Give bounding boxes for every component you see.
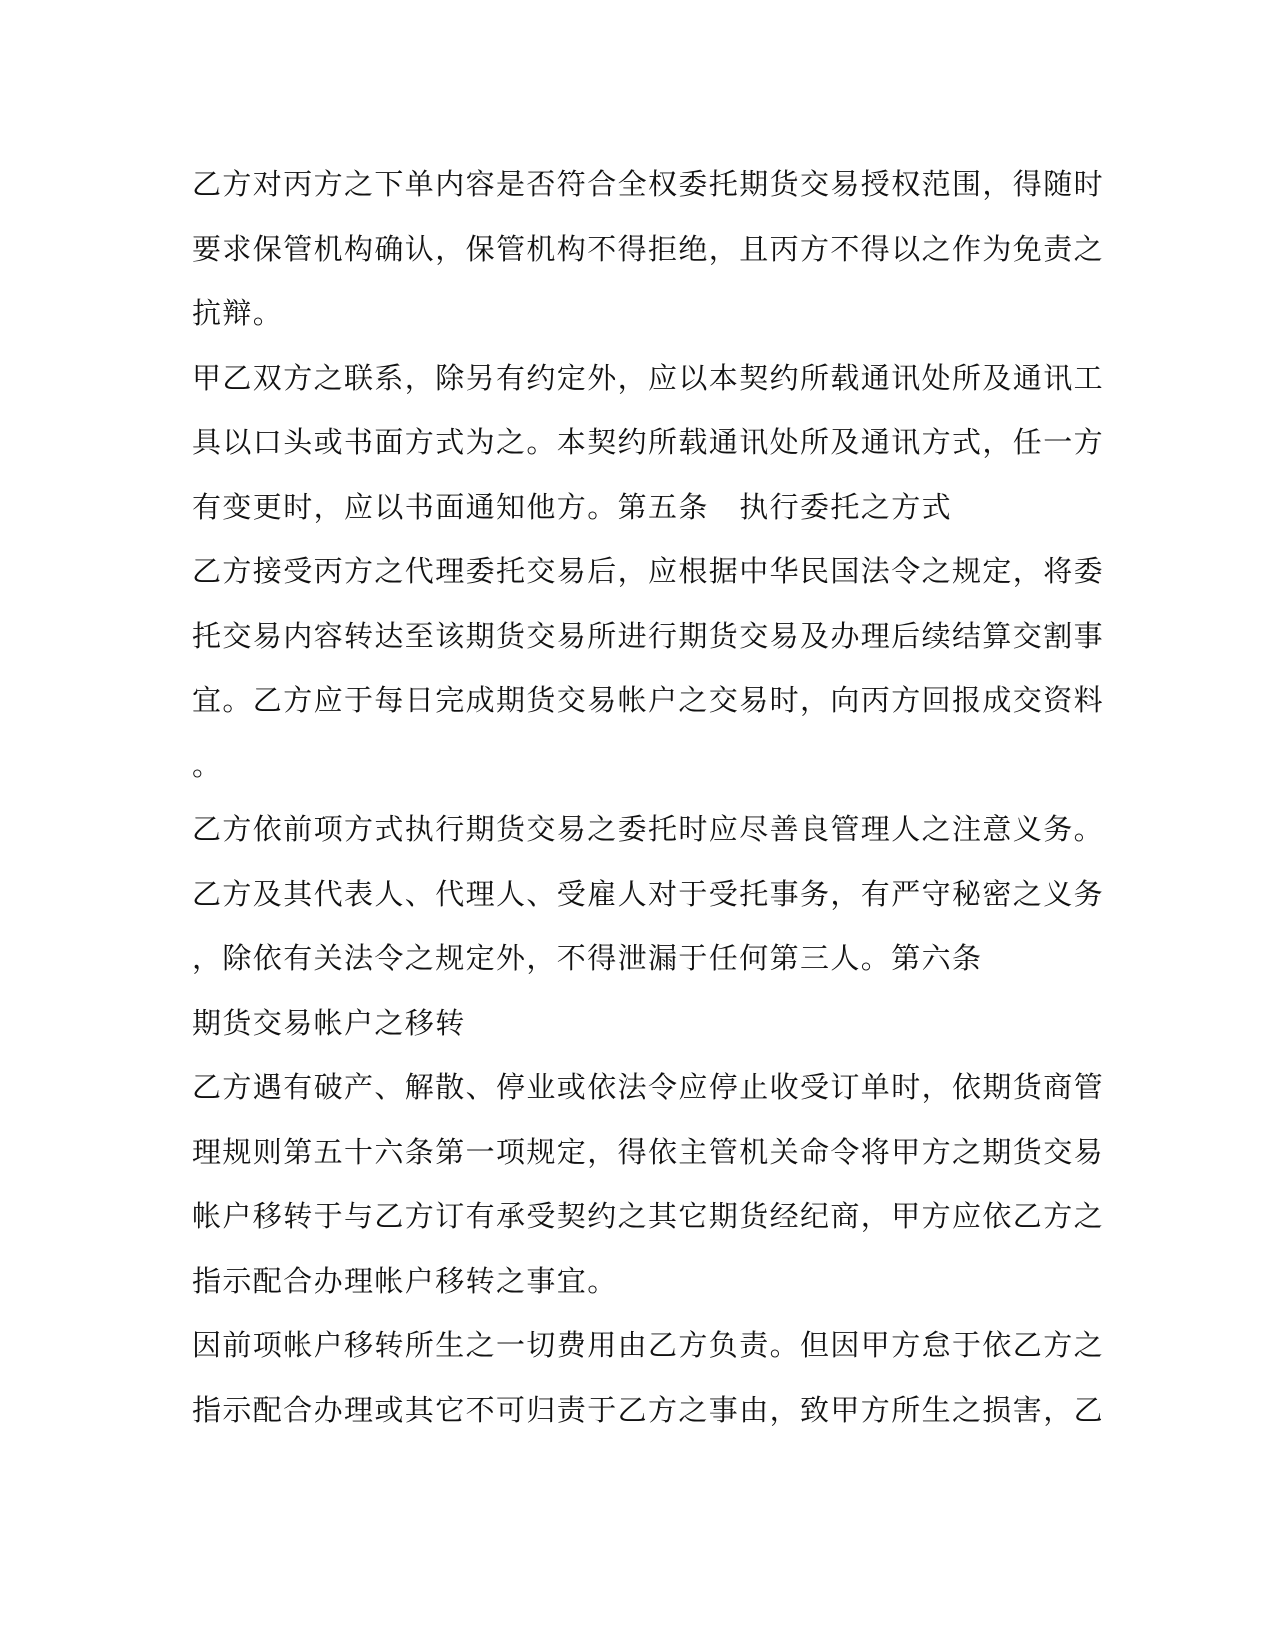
text-line: 指示配合办理帐户移转之事宜。 bbox=[192, 1263, 618, 1298]
text-line: 要求保管机构确认，保管机构不得拒绝，且丙方不得以之作为免责之 bbox=[192, 231, 1105, 266]
text-line: 因前项帐户移转所生之一切费用由乙方负责。但因甲方怠于依乙方之 bbox=[192, 1328, 1105, 1362]
text-line: 托交易内容转达至该期货交易所进行期货交易及办理后续结算交割事 bbox=[192, 618, 1105, 653]
text-line: 理规则第五十六条第一项规定，得依主管机关命令将甲方之期货交易 bbox=[192, 1134, 1105, 1169]
text-line: 期货交易帐户之移转 bbox=[192, 1005, 466, 1040]
document-body bbox=[192, 152, 1105, 1442]
text-line: 有变更时，应以书面通知他方。第五条 执行委托之方式 bbox=[192, 489, 953, 524]
text-line: 具以口头或书面方式为之。本契约所载通讯处所及通讯方式，任一方 bbox=[192, 425, 1105, 459]
text-line: 帐户移转于与乙方订有承受契约之其它期货经纪商，甲方应依乙方之 bbox=[192, 1199, 1105, 1233]
text-line: 乙方接受丙方之代理委托交易后，应根据中华民国法令之规定，将委 bbox=[192, 554, 1105, 588]
text-line: 指示配合办理或其它不可归责于乙方之事由，致甲方所生之损害，乙 bbox=[192, 1392, 1105, 1427]
text-line: 乙方遇有破产、解散、停业或依法令应停止收受订单时，依期货商管 bbox=[192, 1070, 1105, 1104]
text-line: 乙方依前项方式执行期货交易之委托时应尽善良管理人之注意义务。 bbox=[192, 812, 1105, 846]
text-line: 宜。乙方应于每日完成期货交易帐户之交易时，向丙方回报成交资料 bbox=[192, 683, 1105, 717]
text-line: ，除依有关法令之规定外，不得泄漏于任何第三人。第六条 bbox=[192, 941, 983, 975]
text-line: 乙方及其代表人、代理人、受雇人对于受托事务，有严守秘密之义务 bbox=[192, 876, 1105, 911]
text-line: 。 bbox=[192, 747, 223, 782]
text-line: 抗辩。 bbox=[192, 296, 284, 330]
text-line: 乙方对丙方之下单内容是否符合全权委托期货交易授权范围，得随时 bbox=[192, 167, 1105, 201]
text-line: 甲乙双方之联系，除另有约定外，应以本契约所载通讯处所及通讯工 bbox=[192, 360, 1105, 395]
